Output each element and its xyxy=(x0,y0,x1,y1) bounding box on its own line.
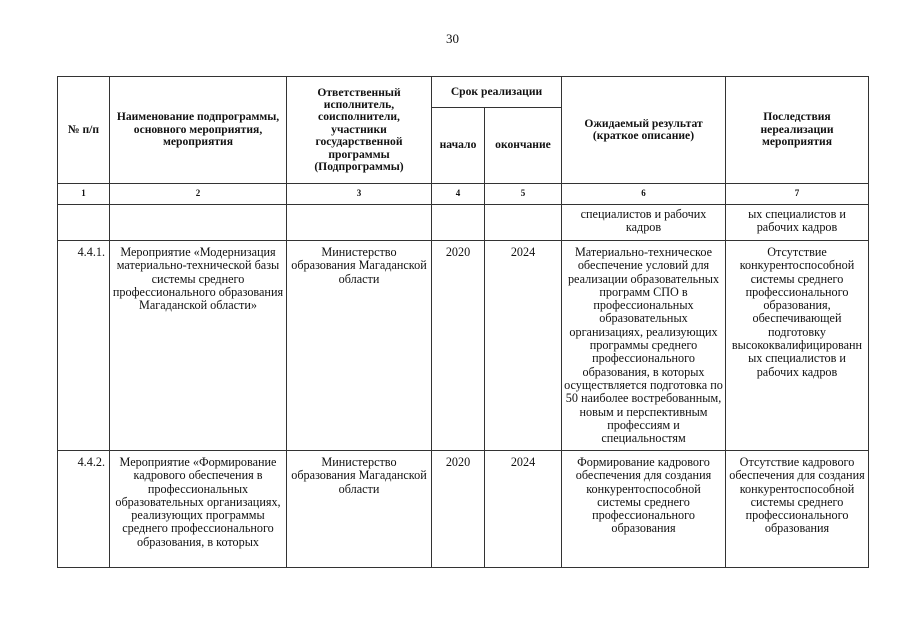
empty-cell xyxy=(485,205,562,241)
empty-cell xyxy=(110,205,287,241)
row-number: 4.4.1. xyxy=(58,241,110,451)
row-start: 2020 xyxy=(432,241,485,451)
column-number: 1 xyxy=(58,184,110,205)
empty-cell xyxy=(287,205,432,241)
row-end: 2024 xyxy=(485,241,562,451)
header-consequences: Последствия нереализации мероприятия xyxy=(726,77,869,184)
column-number: 7 xyxy=(726,184,869,205)
activities-table xyxy=(57,76,869,568)
column-number: 6 xyxy=(562,184,726,205)
header-start: начало xyxy=(432,108,485,184)
row-responsible: Министерство образования Магаданской области xyxy=(287,451,432,568)
header-name: Наименование подпрограммы, основного мероприятия, мероприятия xyxy=(110,77,287,184)
empty-cell xyxy=(58,205,110,241)
header-end: окончание xyxy=(485,108,562,184)
row-consequences: Отсутствие конкурентоспособной системы среднего профессионального образования, обеспечивающей подготовку высококвалифицированн ых специалистов и рабочих кадров xyxy=(726,241,869,451)
table-row xyxy=(58,451,869,568)
table-row xyxy=(58,241,869,451)
row-name: Мероприятие «Модернизация материально-технической базы системы среднего профессионального образования Магаданской области» xyxy=(110,241,287,451)
row-number: 4.4.2. xyxy=(58,451,110,568)
header-result: Ожидаемый результат (краткое описание) xyxy=(562,77,726,184)
continuation-result: специалистов и рабочих кадров xyxy=(562,205,726,241)
row-consequences: Отсутствие кадрового обеспечения для создания конкурентоспособной системы среднего профессионального образования xyxy=(726,451,869,568)
row-name: Мероприятие «Формирование кадрового обеспечения в профессиональных образовательных организациях, реализующих программы среднего профессионального образования, в которых xyxy=(110,451,287,568)
header-period: Срок реализации xyxy=(432,77,562,108)
header-responsible: Ответственный исполнитель, соисполнители, участники государственной программы (Подпрограммы) xyxy=(287,77,432,184)
row-result: Формирование кадрового обеспечения для создания конкурентоспособной системы среднего профессионального образования xyxy=(562,451,726,568)
column-number: 5 xyxy=(485,184,562,205)
page-number: 30 xyxy=(446,31,459,46)
row-start: 2020 xyxy=(432,451,485,568)
continuation-row xyxy=(58,205,869,241)
row-responsible: Министерство образования Магаданской области xyxy=(287,241,432,451)
header-number: № п/п xyxy=(58,77,110,184)
column-number: 2 xyxy=(110,184,287,205)
column-number: 3 xyxy=(287,184,432,205)
empty-cell xyxy=(432,205,485,241)
column-number: 4 xyxy=(432,184,485,205)
continuation-consequences: ых специалистов и рабочих кадров xyxy=(726,205,869,241)
row-result: Материально-техническое обеспечение условий для реализации образовательных программ СПО в профессиональных образовательных организациях, реализующих программы среднего профессионального образования, в которых осуществляется подготовка по 50 наиболее востребованным, новым и перспективным профессиям и специальностям xyxy=(562,241,726,451)
row-end: 2024 xyxy=(485,451,562,568)
column-numbers-row xyxy=(58,184,869,205)
